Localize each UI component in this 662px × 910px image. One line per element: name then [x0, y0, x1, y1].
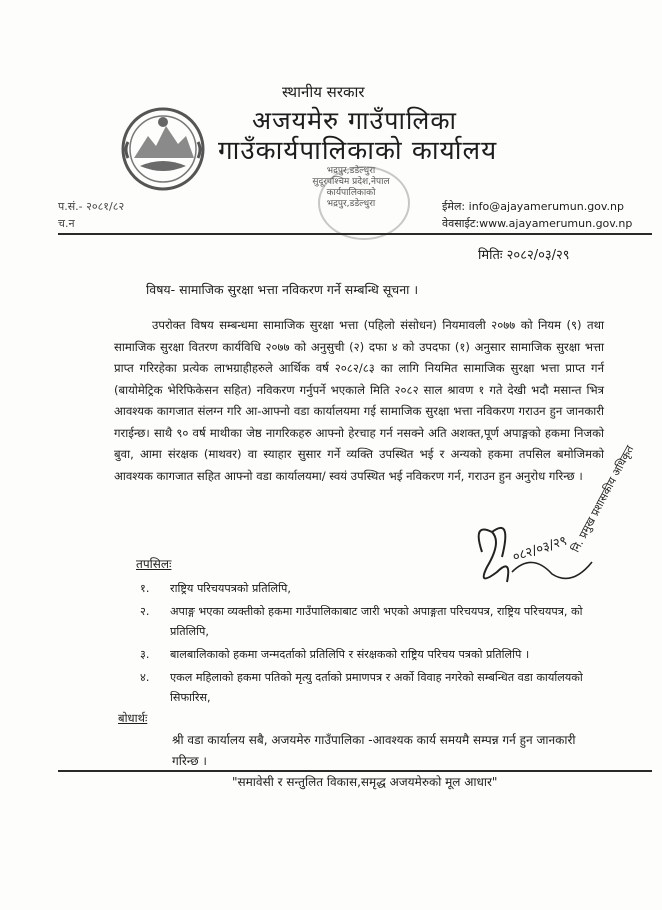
- list-text: अपाङ्ग भएका व्यक्तीको हकमा गाउँपालिकाबाट जारी भएको अपाङ्गता परिचयपत्र, राष्ट्रिय परिचयपत्र, को प्रतिलिपि,: [170, 605, 583, 638]
- list-number: १.: [140, 582, 150, 595]
- stamp-line: भद्रपुर,डडेल्धुरा: [326, 199, 376, 209]
- officer-stamp: नि. प्रमुख प्रशासकीय अधिकृत: [568, 443, 637, 555]
- reference-block: [58, 198, 124, 232]
- website[interactable]: वेवसाईट:www.ajayamerumun.gov.np: [442, 217, 633, 230]
- footer-slogan: "समावेसी र सन्तुलित विकास,समृद्ध अजयमेरुको मूल आधार": [232, 775, 498, 789]
- notice-body: उपरोक्त विषय सम्बन्धमा सामाजिक सुरक्षा भत्ता (पहिलो संसोधन) नियमावली २०७७ को नियम (९) तथा सामाजिक सुरक्षा वितरण कार्यविधि २०७७ को अनुसुची (२) दफा ४ को उपदफा (१) अनुसार सामाजिक सुरक्षा भत्ता प्राप्त गरिरहेका प्रत्येक लाभग्राहीहरुले आर्थिक वर्ष २०८२/८३ का लागि नियमित सामाजिक सुरक्षा भत्ता प्राप्त गर्न (बायोमेट्रिक भेरिफिकेसन सहित) नविकरण गर्नुपर्ने भएकाले मिति २०८२ साल श्रावण १ गते देखी भदौ मसान्त भित्र आवश्यक कागजात संलग्न गरि आ-आफ्नो वडा कार्यालयमा गई सामाजिक सुरक्षा भत्ता नविकरण गराउन हुन जानकारी गराईन्छ। साथै ९० वर्ष माथीका जेष्ठ नागरिकहरु आफ्नो हेरचाह गर्न नसक्ने अति अशक्त,पूर्ण अपाङ्गको हकमा निजको बुवा, आमा संरक्षक (माथवर) वा स्याहार सुसार गर्ने व्यक्ति उपस्थित भई र अन्यको हकमा तपसिल बमोजिमको आवश्यक कागजात सहित आफ्नो वडा कार्यालयमा/ स्वयं उपस्थित भई नविकरण गर्न, गराउन हुन अनुरोध गरिन्छ ।: [114, 318, 604, 483]
- subject-line: विषय- सामाजिक सुरक्षा भत्ता नविकरण गर्ने सम्बन्धि सूचना ।: [146, 282, 419, 297]
- list-number: २.: [140, 605, 150, 618]
- header-municipality-name: अजयमेरु गाउँपालिका: [252, 106, 458, 135]
- stamp-line: भद्रपुर,डडेल्धुरा: [326, 166, 376, 176]
- list-text: बालबालिकाको हकमा जन्मदर्ताको प्रतिलिपि र संरक्षकको राष्ट्रिय परिचय पत्रको प्रतिलिपि ।: [170, 648, 530, 661]
- list-text: राष्ट्रिय परिचयपत्रको प्रतिलिपि,: [170, 582, 291, 595]
- signature-date: ०८२/०३/२९: [510, 533, 569, 566]
- cc-title: बोधार्थः: [118, 711, 148, 725]
- header-local-government: स्थानीय सरकार: [282, 83, 365, 101]
- nepal-emblem-icon: [120, 106, 206, 192]
- list-text: एकल महिलाको हकमा पतिको मृत्यु दर्ताको प्रमाणपत्र र अर्को विवाह नगरेको सम्बन्धित वडा कार्यालयको सिफारिस,: [170, 671, 583, 704]
- details-title: तपसिलः: [136, 557, 172, 571]
- header-divider: [58, 233, 652, 235]
- footer-divider: [58, 770, 652, 772]
- header-office-name: गाउँकार्यपालिकाको कार्यालय: [218, 136, 498, 166]
- list-number: ४.: [140, 671, 150, 684]
- stamp-line: कार्यपालिकाको: [326, 188, 376, 198]
- stamp-line: सुदूरपश्चिम प्रदेश,नेपाल: [312, 177, 390, 187]
- contact-block: [442, 198, 632, 232]
- cc-body: श्री वडा कार्यालय सबै, अजयमेरु गाउँपालिका -आवश्यक कार्य समयमै सम्पन्न गर्न हुन जानकारी गरिन्छ ।: [172, 733, 576, 768]
- dispatch-number: च.न: [58, 217, 75, 230]
- email[interactable]: ईमेल: info@ajayamerumun.gov.np: [442, 200, 625, 213]
- letter-number: प.सं.- २०८१/८२: [58, 200, 125, 213]
- list-number: ३.: [140, 648, 150, 661]
- letter-date: मितिः २०८२/०३/२९: [478, 248, 570, 263]
- address-stamp: [290, 166, 412, 210]
